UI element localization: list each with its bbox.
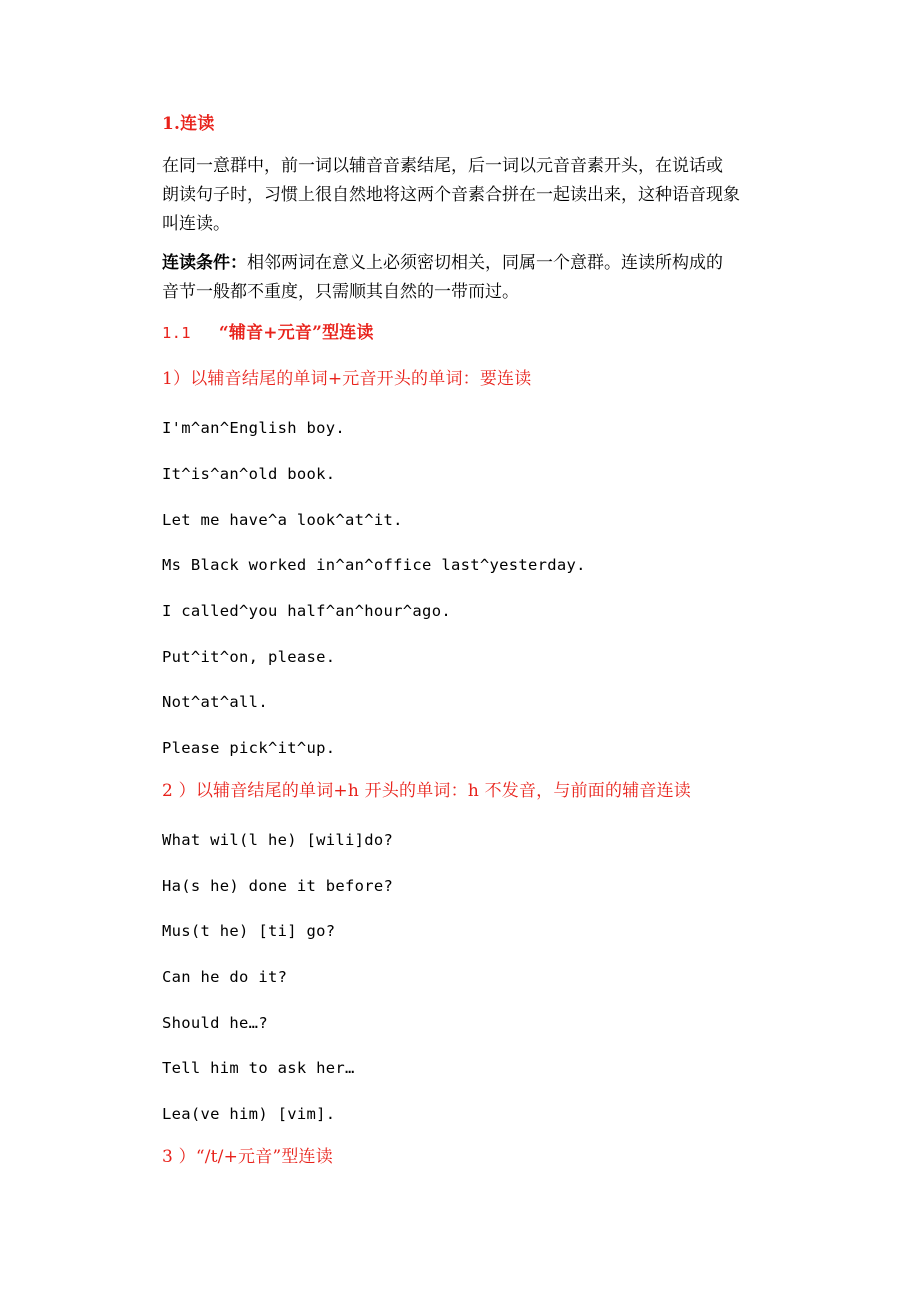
subsection-title: “辅音+元音”型连读 — [218, 323, 374, 343]
example-line: Ha(s he) done it before? — [162, 877, 394, 895]
definition-line-3: 叫连读。 — [162, 214, 230, 234]
sub-heading-3: 3 ）“/t/+元音”型连读 — [162, 1147, 333, 1167]
conditions-label: 连读条件： — [162, 253, 247, 273]
example-line: What wil(l he) [wili]do? — [162, 831, 394, 849]
example-line: Put^it^on, please. — [162, 648, 336, 666]
definition-line-2: 朗读句子时，习惯上很自然地将这两个音素合拼在一起读出来，这种语音现象 — [162, 185, 740, 205]
example-line: Should he…? — [162, 1014, 268, 1032]
sub-heading-1: 1）以辅音结尾的单词+元音开头的单词：要连读 — [162, 369, 532, 389]
example-line: Can he do it? — [162, 968, 288, 986]
example-line: Ms Black worked in^an^office last^yesterday. — [162, 556, 586, 574]
subsection-number: 1.1 — [162, 324, 191, 342]
example-line: Let me have^a look^at^it. — [162, 511, 403, 529]
conditions-paragraph — [162, 249, 782, 307]
example-line: Lea(ve him) [vim]. — [162, 1105, 336, 1123]
section-heading: 1.连读 — [162, 114, 215, 134]
example-line: Not^at^all. — [162, 693, 268, 711]
conditions-line-2: 音节一般都不重度，只需顺其自然的一带而过。 — [162, 282, 519, 302]
conditions-text-1: 相邻两词在意义上必须密切相关，同属一个意群。连读所构成的 — [247, 253, 723, 273]
conditions-line-1 — [162, 249, 782, 278]
example-line: Please pick^it^up. — [162, 739, 336, 757]
example-line: I'm^an^English boy. — [162, 419, 346, 437]
example-line: I called^you half^an^hour^ago. — [162, 602, 451, 620]
sub-heading-2: 2 ）以辅音结尾的单词+h 开头的单词：h 不发音，与前面的辅音连读 — [162, 781, 691, 801]
example-line: Mus(t he) [ti] go? — [162, 922, 336, 940]
example-line: It^is^an^old book. — [162, 465, 336, 483]
subsection-heading-1-1 — [162, 322, 374, 344]
definition-paragraph — [162, 152, 782, 239]
definition-line-1: 在同一意群中，前一词以辅音音素结尾，后一词以元音音素开头，在说话或 — [162, 156, 723, 176]
example-line: Tell him to ask her… — [162, 1059, 355, 1077]
